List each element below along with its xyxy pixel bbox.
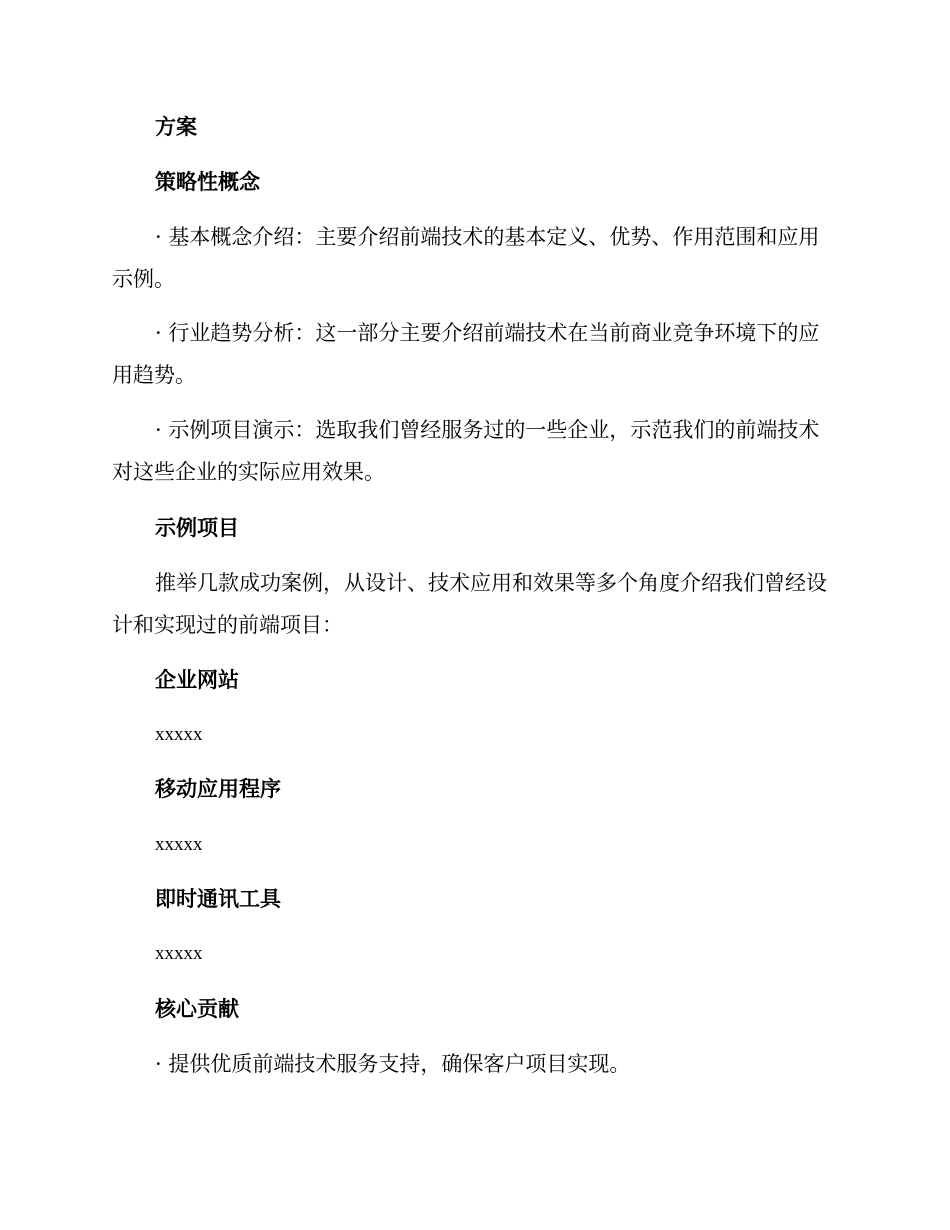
heading-strategic-concepts: 策略性概念 (155, 170, 260, 194)
bullet-basic-concepts: · 基本概念介绍：主要介绍前端技术的基本定义、优势、作用范围和应用示例。 (112, 225, 820, 291)
bullet-industry-trends: · 行业趋势分析：这一部分主要介绍前端技术在当前商业竞争环境下的应用趋势。 (112, 321, 820, 387)
placeholder-mobile-app: xxxxx (155, 834, 203, 855)
placeholder-enterprise-website: xxxxx (155, 724, 203, 745)
heading-example-projects: 示例项目 (155, 516, 239, 540)
bullet-core-contribution: · 提供优质前端技术服务支持，确保客户项目实现。 (155, 1052, 631, 1076)
heading-enterprise-website: 企业网站 (155, 668, 239, 692)
paragraph-success-cases: 推举几款成功案例，从设计、技术应用和效果等多个角度介绍我们曾经设计和实现过的前端项目： (112, 571, 827, 637)
bullet-example-demo: · 示例项目演示：选取我们曾经服务过的一些企业，示范我们的前端技术对这些企业的实际应用效果。 (112, 418, 820, 484)
heading-core-contribution: 核心贡献 (155, 997, 239, 1021)
heading-plan: 方案 (155, 115, 197, 139)
placeholder-im-tool: xxxxx (155, 943, 203, 964)
heading-im-tool: 即时通讯工具 (155, 887, 281, 911)
heading-mobile-app: 移动应用程序 (155, 777, 281, 801)
